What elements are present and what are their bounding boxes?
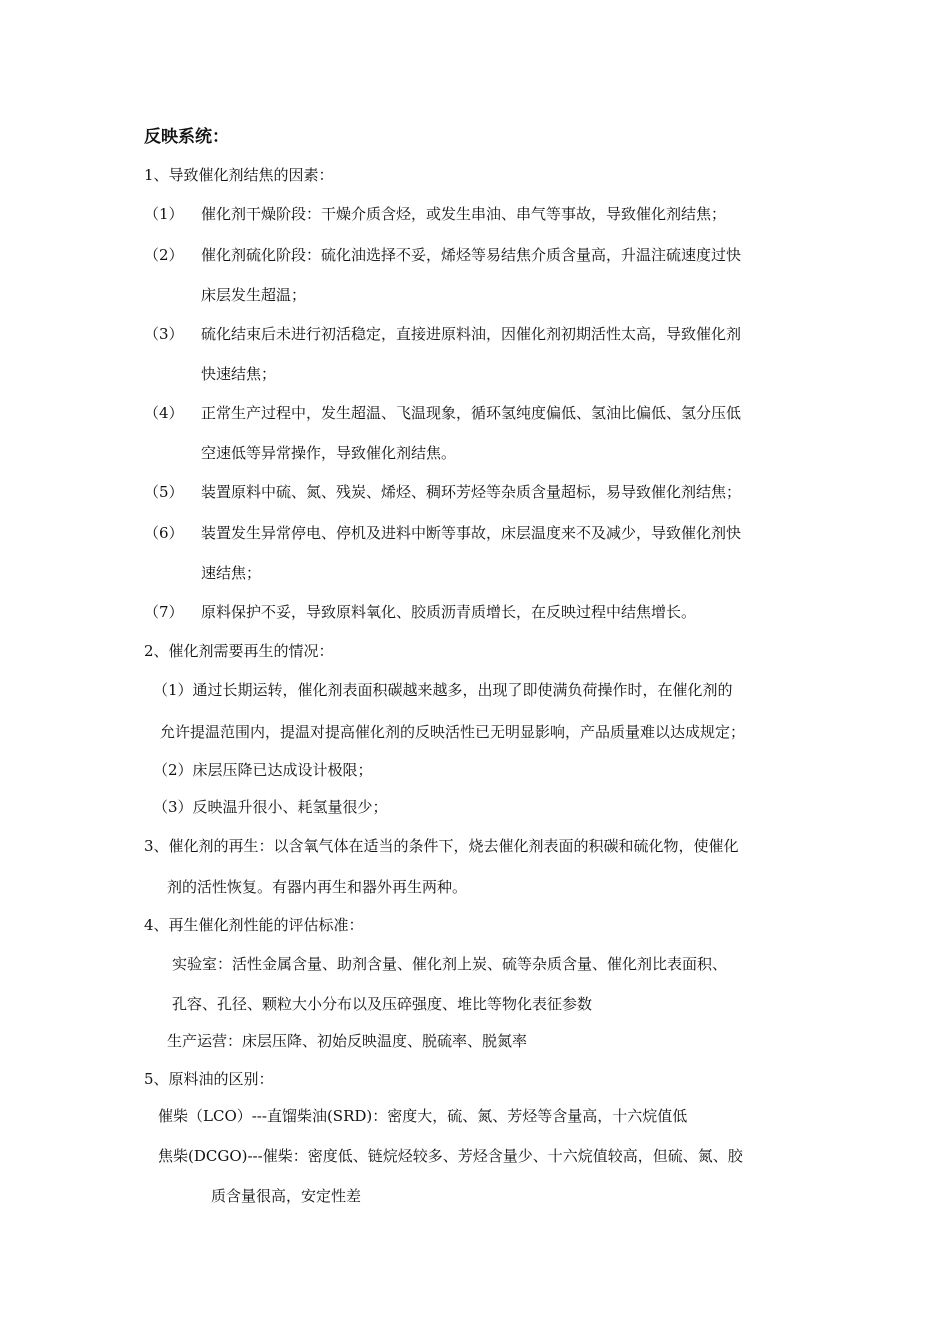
item-2-number: （2）: [144, 246, 184, 264]
s3-line-1: 3、催化剂的再生：以含氧气体在适当的条件下，烧去催化剂表面的积碳和硫化物，使催化: [144, 837, 739, 855]
item-5-line-1: 装置原料中硫、氮、残炭、烯烃、稠环芳烃等杂质含量超标，易导致催化剂结焦；: [201, 483, 742, 501]
s3-line-2: 剂的活性恢复。有器内再生和器外再生两种。: [167, 878, 468, 896]
item-5-number: （5）: [144, 483, 184, 501]
heading-4: 4、再生催化剂性能的评估标准：: [144, 916, 364, 934]
section-title: 反映系统：: [144, 127, 229, 147]
item-4-line-1: 正常生产过程中，发生超温、飞温现象，循环氢纯度偏低、氢油比偏低、氢分压低: [201, 404, 742, 422]
s2-line-3: （2）床层压降已达成设计极限；: [153, 761, 373, 779]
s4-line-3: 生产运营：床层压降、初始反映温度、脱硫率、脱氮率: [167, 1032, 528, 1050]
s5-line-2: 焦柴(DCGO)---催柴：密度低、链烷烃较多、芳烃含量少、十六烷值较高，但硫、氮、胶: [158, 1147, 743, 1165]
item-7-line-1: 原料保护不妥，导致原料氧化、胶质沥青质增长，在反映过程中结焦增长。: [201, 603, 697, 621]
item-6-line-2: 速结焦；: [201, 564, 262, 582]
item-6-line-1: 装置发生异常停电、停机及进料中断等事故，床层温度来不及减少，导致催化剂快: [201, 524, 742, 542]
item-1-number: （1）: [144, 205, 184, 223]
s5-line-3: 质含量很高，安定性差: [211, 1187, 362, 1205]
s4-line-1: 实验室：活性金属含量、助剂含量、催化剂上炭、硫等杂质含量、催化剂比表面积、: [172, 955, 728, 973]
item-3-line-1: 硫化结束后未进行初活稳定，直接进原料油，因催化剂初期活性太高，导致催化剂: [201, 325, 742, 343]
s5-line-1: 催柴（LCO）---直馏柴油(SRD)：密度大，硫、氮、芳烃等含量高，十六烷值低: [158, 1107, 688, 1125]
item-4-line-2: 空速低等异常操作，导致催化剂结焦。: [201, 444, 457, 462]
heading-1: 1、导致催化剂结焦的因素：: [144, 166, 334, 184]
s2-line-1: （1）通过长期运转，催化剂表面积碳越来越多，出现了即使满负荷操作时，在催化剂的: [153, 681, 733, 699]
item-2-line-2: 床层发生超温；: [201, 286, 307, 304]
s4-line-2: 孔容、孔径、颗粒大小分布以及压碎强度、堆比等物化表征参数: [172, 995, 593, 1013]
item-4-number: （4）: [144, 404, 184, 422]
s2-line-4: （3）反映温升很小、耗氢量很少；: [153, 798, 388, 816]
item-3-number: （3）: [144, 325, 184, 343]
heading-5: 5、原料油的区别：: [144, 1070, 274, 1088]
heading-2: 2、催化剂需要再生的情况：: [144, 642, 334, 660]
item-2-line-1: 催化剂硫化阶段：硫化油选择不妥，烯烃等易结焦介质含量高，升温注硫速度过快: [201, 246, 742, 264]
item-1-line-1: 催化剂干燥阶段：干燥介质含烃，或发生串油、串气等事故，导致催化剂结焦；: [201, 205, 727, 223]
item-6-number: （6）: [144, 524, 184, 542]
item-3-line-2: 快速结焦；: [201, 365, 277, 383]
item-7-number: （7）: [144, 603, 184, 621]
s2-line-2: 允许提温范围内，提温对提高催化剂的反映活性已无明显影响，产品质量难以达成规定；: [160, 723, 746, 741]
